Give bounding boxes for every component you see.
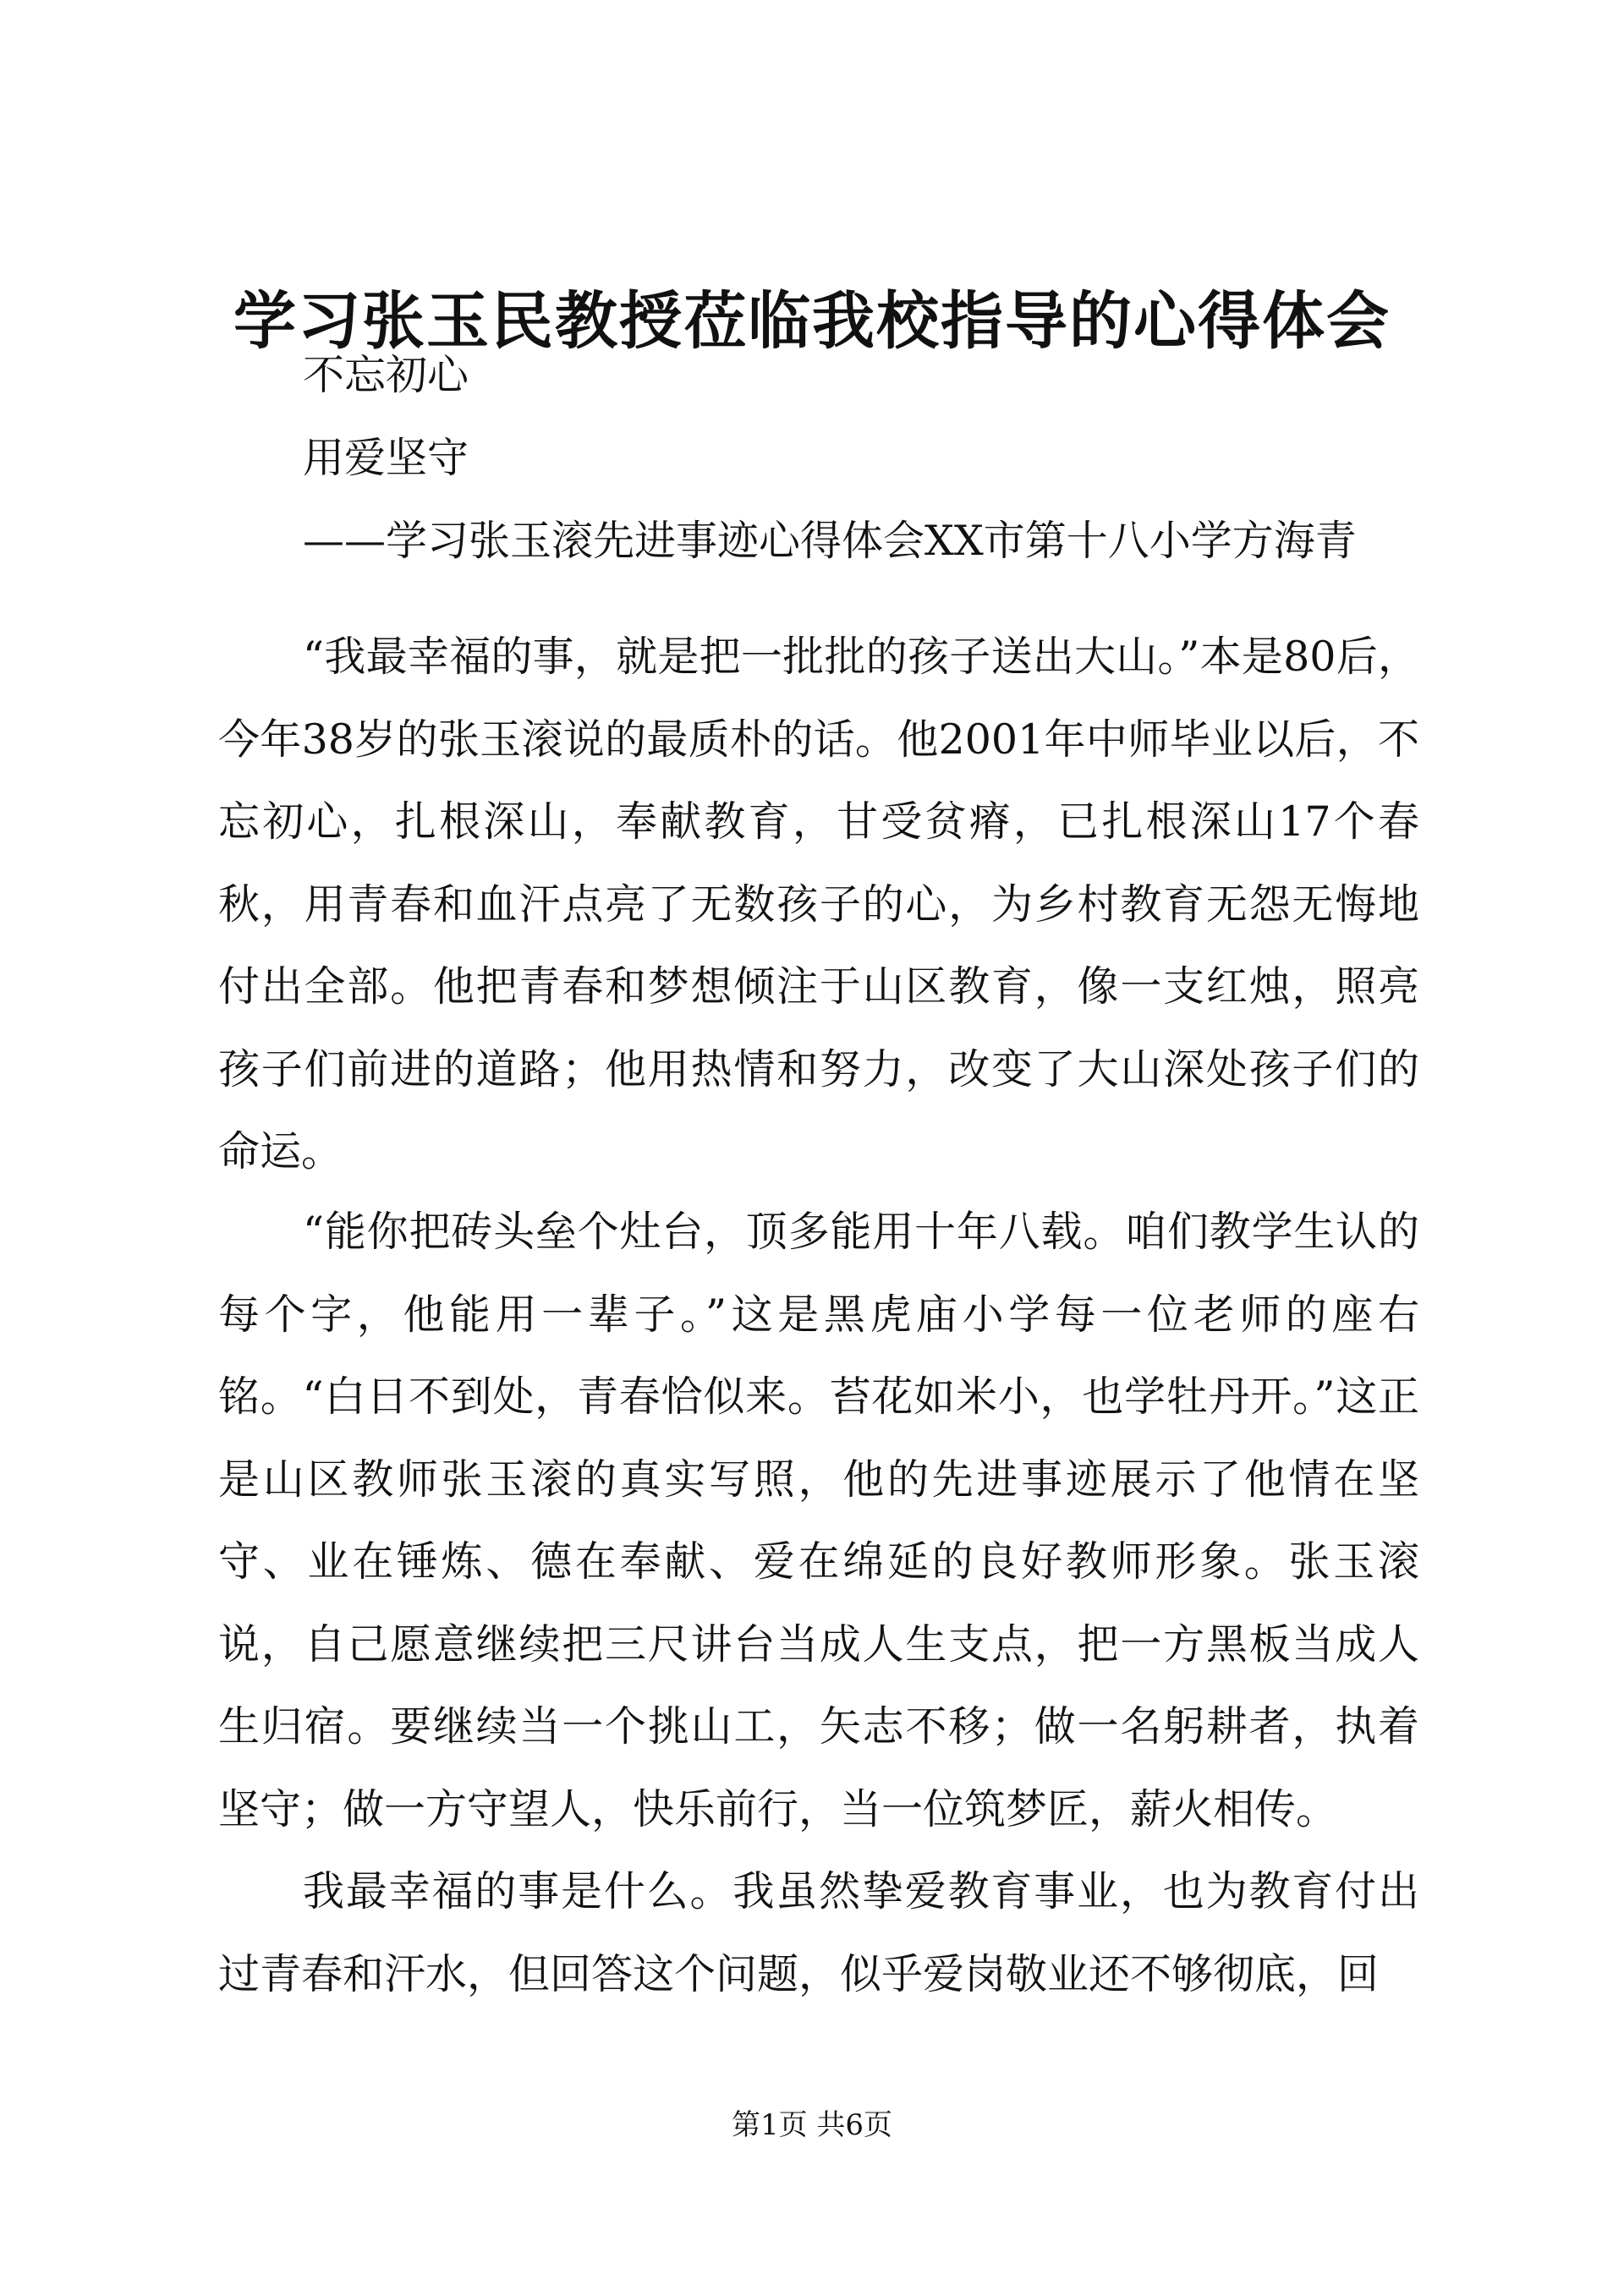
document-title: 学习张玉民教授莅临我校指导的心得体会	[233, 285, 1391, 358]
subtitle-line-1: 不忘初心	[303, 351, 469, 399]
paragraph-1: “我最幸福的事，就是把一批批的孩子送出大山。”本是80后，今年38岁的张玉滚说的最质朴的话。他2001年中师毕业以后，不忘初心，扎根深山，奉献教育，甘受贫瘠，已扎根深山17个春秋，用青春和血汗点亮了无数孩子的心，为乡村教育无怨无悔地付出全部。他把青春和梦想倾注于山区教育，像一支红烛，照亮孩子们前进的道路；他用热情和努力，改变了大山深处孩子们的命运。	[218, 633, 1419, 1175]
byline: ——学习张玉滚先进事迹心得体会XX市第十八小学方海青	[303, 517, 1357, 565]
page-footer: 第1页 共6页	[731, 2108, 893, 2142]
subtitle-line-2: 用爱坚守	[303, 434, 469, 482]
paragraph-2: “能你把砖头垒个灶台，顶多能用十年八载。咱们教学生认的每个字，他能用一辈子。”这是黑虎庙小学每一位老师的座右铭。“白日不到处，青春恰似来。苔花如米小，也学牡丹开。”这正是山区教师张玉滚的真实写照，他的先进事迹展示了他情在坚守、业在锤炼、德在奉献、爱在绵延的良好教师形象。张玉滚说，自己愿意继续把三尺讲台当成人生支点，把一方黑板当成人生归宿。要继续当一个挑山工，矢志不移；做一名躬耕者，执着坚守；做一方守望人，快乐前行，当一位筑梦匠，薪火相传。	[218, 1208, 1419, 1833]
paragraph-3: 我最幸福的事是什么。我虽然挚爱教育事业，也为教育付出过青春和汗水，但回答这个问题，似乎爱岗敬业还不够彻底，回	[218, 1867, 1419, 1998]
